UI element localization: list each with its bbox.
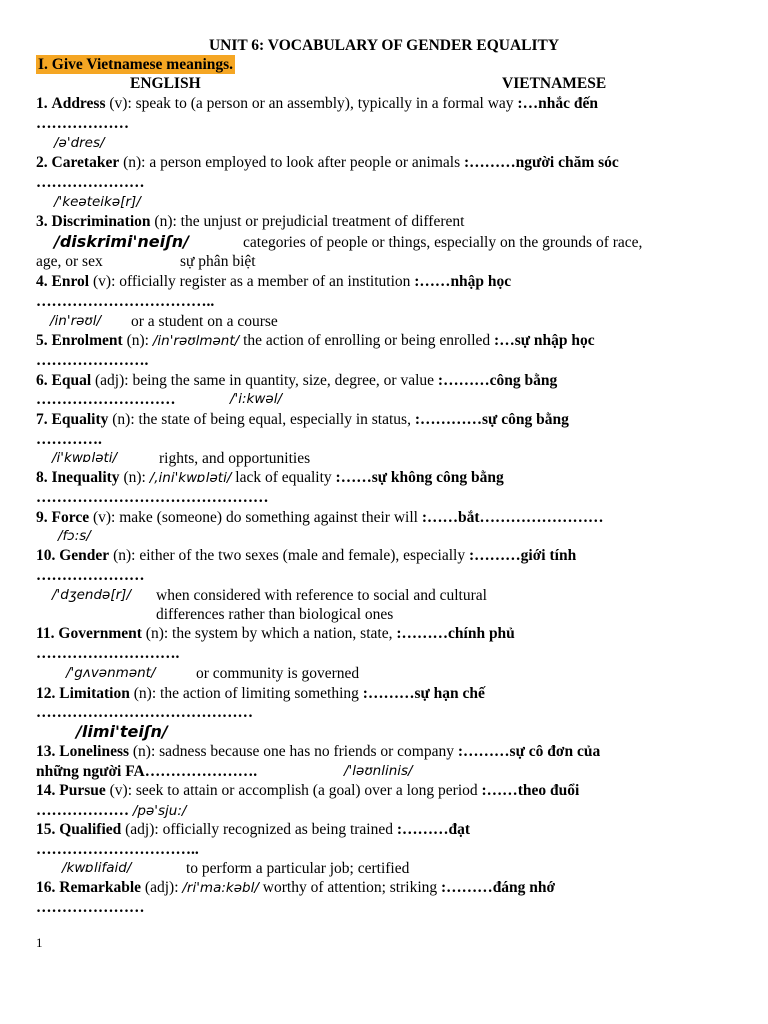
entry-definition: : officially register as a member of an institution — [111, 273, 411, 290]
entry-pos: (v) — [92, 509, 112, 526]
page-title: UNIT 6: VOCABULARY OF GENDER EQUALITY — [208, 37, 560, 54]
entry-14-cont — [36, 801, 186, 821]
entry-definition: : make (someone) do something against their will — [111, 509, 418, 526]
entry-dots: ………………… — [36, 899, 145, 916]
entry-definition-cont: or a student on a course — [131, 313, 278, 330]
entry-pos: (n) — [113, 547, 132, 564]
entry-definition: : sadness because one has no friends or company — [150, 743, 454, 760]
entry-7 — [36, 410, 569, 429]
entry-9 — [36, 508, 604, 527]
section-heading: I. Give Vietnamese meanings. — [38, 56, 234, 73]
entry-vietnamese: nhập học — [450, 273, 512, 290]
entry-number: 1. — [36, 95, 48, 112]
entry-number: 15. — [36, 821, 56, 838]
entry-8: 8. Inequality (n): /,ini'kwɒləti/ lack of equality :……sự không công bằng — [36, 469, 504, 486]
entry-number: 3. — [36, 213, 48, 230]
entry-separator: :……… — [434, 372, 490, 389]
entry-dots: …………. — [36, 431, 102, 448]
entry-vietnamese: công bằng — [489, 372, 558, 389]
entry-pos: (n) — [123, 469, 142, 486]
entry-separator: :……… — [437, 879, 493, 896]
entry-dots: ……………… — [36, 115, 129, 132]
entry-definition-cont: categories of people or things, especially on the grounds of race, — [243, 234, 643, 251]
entry-pos: (adj) — [144, 879, 175, 896]
entry-separator: :……… — [460, 154, 516, 171]
entry-separator: :……… — [392, 821, 449, 838]
entry-word: Qualified — [59, 821, 122, 838]
entry-vietnamese: đáng nhớ — [492, 879, 556, 896]
entry-separator: :…… — [417, 509, 458, 526]
entry-pos: (n) — [112, 411, 131, 428]
entry-11 — [36, 624, 515, 643]
entry-ipa: /'i:kwəl/ — [230, 391, 283, 407]
entry-number: 16. — [36, 879, 56, 896]
entry-separator: :… — [513, 95, 539, 112]
entry-definition-cont: age, or sex — [36, 253, 103, 270]
entry-pos: (n) — [133, 685, 152, 702]
entry-separator: :… — [490, 332, 515, 349]
entry-definition-cont: or community is governed — [196, 665, 360, 682]
entry-vietnamese: theo đuổi — [517, 782, 580, 799]
entry-ipa: /'keəteikə[r]/ — [54, 194, 141, 210]
entry-ipa: /fɔ:s/ — [58, 528, 91, 544]
entry-ipa: /pə'sju:/ — [132, 803, 187, 819]
entry-definition: the action of enrolling or being enrolled — [239, 332, 491, 349]
entry-vietnamese: sự phân biệt — [180, 253, 256, 270]
entry-word: Pursue — [59, 782, 106, 799]
entry-vietnamese: sự hạn chế — [414, 685, 485, 702]
entry-vietnamese: chính phủ — [448, 625, 515, 642]
entry-separator: :…… — [410, 273, 451, 290]
entry-ipa: /'ləʊnlinis/ — [344, 763, 413, 779]
entry-separator: :……… — [465, 547, 521, 564]
entry-dots: …………………. — [144, 763, 258, 780]
entry-4 — [36, 272, 511, 291]
entry-definition: lack of equality — [231, 469, 332, 486]
entry-number: 14. — [36, 782, 56, 799]
entry-separator: :…… — [331, 469, 372, 486]
entry-pos: (n) — [145, 625, 164, 642]
entry-12 — [36, 684, 485, 703]
entry-1 — [36, 94, 598, 113]
entry-pos: (n) — [132, 743, 151, 760]
entry-3 — [36, 212, 464, 231]
entry-pos: (adj) — [125, 821, 155, 838]
entry-vietnamese-cont: những người FA — [36, 763, 145, 780]
entry-number: 12. — [36, 685, 56, 702]
entry-word: Caretaker — [51, 154, 120, 171]
entry-ipa: /,ini'kwɒləti/ — [149, 470, 232, 486]
entry-pos: (n) — [126, 332, 145, 349]
entry-definition-cont: rights, and opportunities — [159, 450, 311, 467]
entry-definition: : being the same in quantity, size, degree, or value — [124, 372, 435, 389]
entry-vietnamese: người chăm sóc — [515, 154, 619, 171]
entry-word: Gender — [59, 547, 110, 564]
entry-vietnamese: giới tính — [520, 547, 577, 564]
entry-dots: ………………………….. — [36, 841, 199, 858]
entry-separator: :……… — [358, 685, 415, 702]
entry-definition-cont: to perform a particular job; certified — [186, 860, 410, 877]
entry-dots: ……………………… — [36, 391, 176, 408]
entry-definition: worthy of attention; striking — [258, 879, 438, 896]
entry-number: 5. — [36, 332, 48, 349]
entry-number: 13. — [36, 743, 56, 760]
entry-word: Inequality — [51, 469, 120, 486]
entry-14 — [36, 781, 579, 800]
entry-13-cont — [36, 762, 257, 781]
entry-word: Enrolment — [51, 332, 123, 349]
entry-pos: (n) — [154, 213, 173, 230]
entry-dots: …………………………….. — [36, 293, 215, 310]
entry-word: Loneliness — [59, 743, 130, 760]
entry-16: 16. Remarkable (adj): /ri'ma:kəbl/ worthy of attention; striking :………đáng nhớ — [36, 879, 556, 896]
entry-number: 10. — [36, 547, 56, 564]
entry-separator: :……… — [454, 743, 510, 760]
entry-ipa: /in'rəʊl/ — [50, 313, 102, 329]
entry-definition: : the action of limiting something — [151, 685, 359, 702]
entry-word: Remarkable — [59, 879, 142, 896]
entry-number: 7. — [36, 411, 48, 428]
entry-word: Limitation — [59, 685, 130, 702]
entry-2 — [36, 153, 619, 172]
entry-vietnamese: sự công bằng — [482, 411, 569, 428]
entry-number: 6. — [36, 372, 48, 389]
entry-vietnamese: bắt — [458, 509, 480, 526]
entry-number: 11. — [36, 625, 55, 642]
entry-pos: (v) — [109, 95, 128, 112]
entry-10 — [36, 546, 576, 565]
entry-word: Equality — [51, 411, 109, 428]
entry-pos: (adj) — [95, 372, 125, 389]
entry-definition: : speak to (a person or an assembly), typically in a formal way — [127, 95, 514, 112]
entry-13 — [36, 742, 600, 761]
entry-number: 8. — [36, 469, 48, 486]
page-number: 1 — [36, 935, 43, 950]
entry-ipa: /'gʌvənmənt/ — [66, 665, 156, 681]
entry-dots: ………………………. — [36, 645, 180, 662]
entry-15 — [36, 820, 470, 839]
entry-ipa: /kwɒlifaid/ — [62, 860, 132, 876]
entry-separator: :……… — [392, 625, 449, 642]
entry-vietnamese: sự không công bằng — [371, 469, 504, 486]
entry-dots: ………………… — [36, 174, 145, 191]
entry-word: Force — [51, 509, 90, 526]
entry-separator: :…… — [477, 782, 518, 799]
entry-pos: (v) — [93, 273, 112, 290]
entry-pos: (v) — [109, 782, 128, 799]
entry-word: Discrimination — [51, 213, 151, 230]
entry-vietnamese: nhắc đến — [538, 95, 598, 112]
entry-ipa: /in'rəʊlmənt/ — [152, 333, 240, 349]
entry-ipa: /'dʒendə[r]/ — [52, 587, 131, 603]
entry-definition: : the system by which a nation, state, — [163, 625, 393, 642]
entry-definition-cont: differences rather than biological ones — [156, 606, 394, 623]
entry-number: 2. — [36, 154, 48, 171]
entry-definition: : the unjust or prejudicial treatment of different — [172, 213, 465, 230]
entry-dots: ……………………………………… — [36, 489, 269, 506]
entry-dots: …………………………………… — [36, 704, 253, 721]
entry-definition-cont: when considered with reference to social and cultural — [156, 587, 487, 604]
entry-word: Equal — [51, 372, 92, 389]
entry-ipa: /diskrimi'neiʃn/ — [54, 232, 189, 251]
entry-vietnamese: sự nhập học — [514, 332, 595, 349]
entry-5: 5. Enrolment (n): /in'rəʊlmənt/ the action of enrolling or being enrolled :…sự nhập học — [36, 332, 595, 349]
entry-definition: : either of the two sexes (male and female), especially — [131, 547, 466, 564]
entry-ipa: /ri'ma:kəbl/ — [182, 880, 259, 896]
entry-dots: …………………… — [479, 509, 604, 526]
entry-pos: (n) — [123, 154, 142, 171]
entry-vietnamese: đạt — [448, 821, 471, 838]
entry-ipa: /limi'teiʃn/ — [76, 722, 168, 741]
entry-word: Enrol — [51, 273, 90, 290]
entry-word: Address — [51, 95, 106, 112]
entry-number: 4. — [36, 273, 48, 290]
column-heading-english: ENGLISH — [130, 75, 201, 92]
column-heading-vietnamese: VIETNAMESE — [502, 75, 607, 92]
entry-dots: ………………… — [36, 567, 145, 584]
entry-number: 9. — [36, 509, 48, 526]
entry-dots: …………………. — [36, 352, 149, 369]
entry-separator: :………… — [410, 411, 483, 428]
entry-definition: : a person employed to look after people or animals — [141, 154, 461, 171]
entry-definition: : the state of being equal, especially in status, — [130, 411, 411, 428]
entry-definition: : officially recognized as being trained — [154, 821, 393, 838]
entry-ipa: /ə'dres/ — [54, 135, 105, 151]
entry-definition: : seek to attain or accomplish (a goal) over a long period — [127, 782, 478, 799]
entry-vietnamese: sự cô đơn của — [509, 743, 601, 760]
entry-ipa: /i'kwɒləti/ — [52, 450, 118, 466]
entry-dots: ……………… — [36, 802, 129, 819]
entry-6 — [36, 371, 557, 390]
entry-word: Government — [58, 625, 142, 642]
